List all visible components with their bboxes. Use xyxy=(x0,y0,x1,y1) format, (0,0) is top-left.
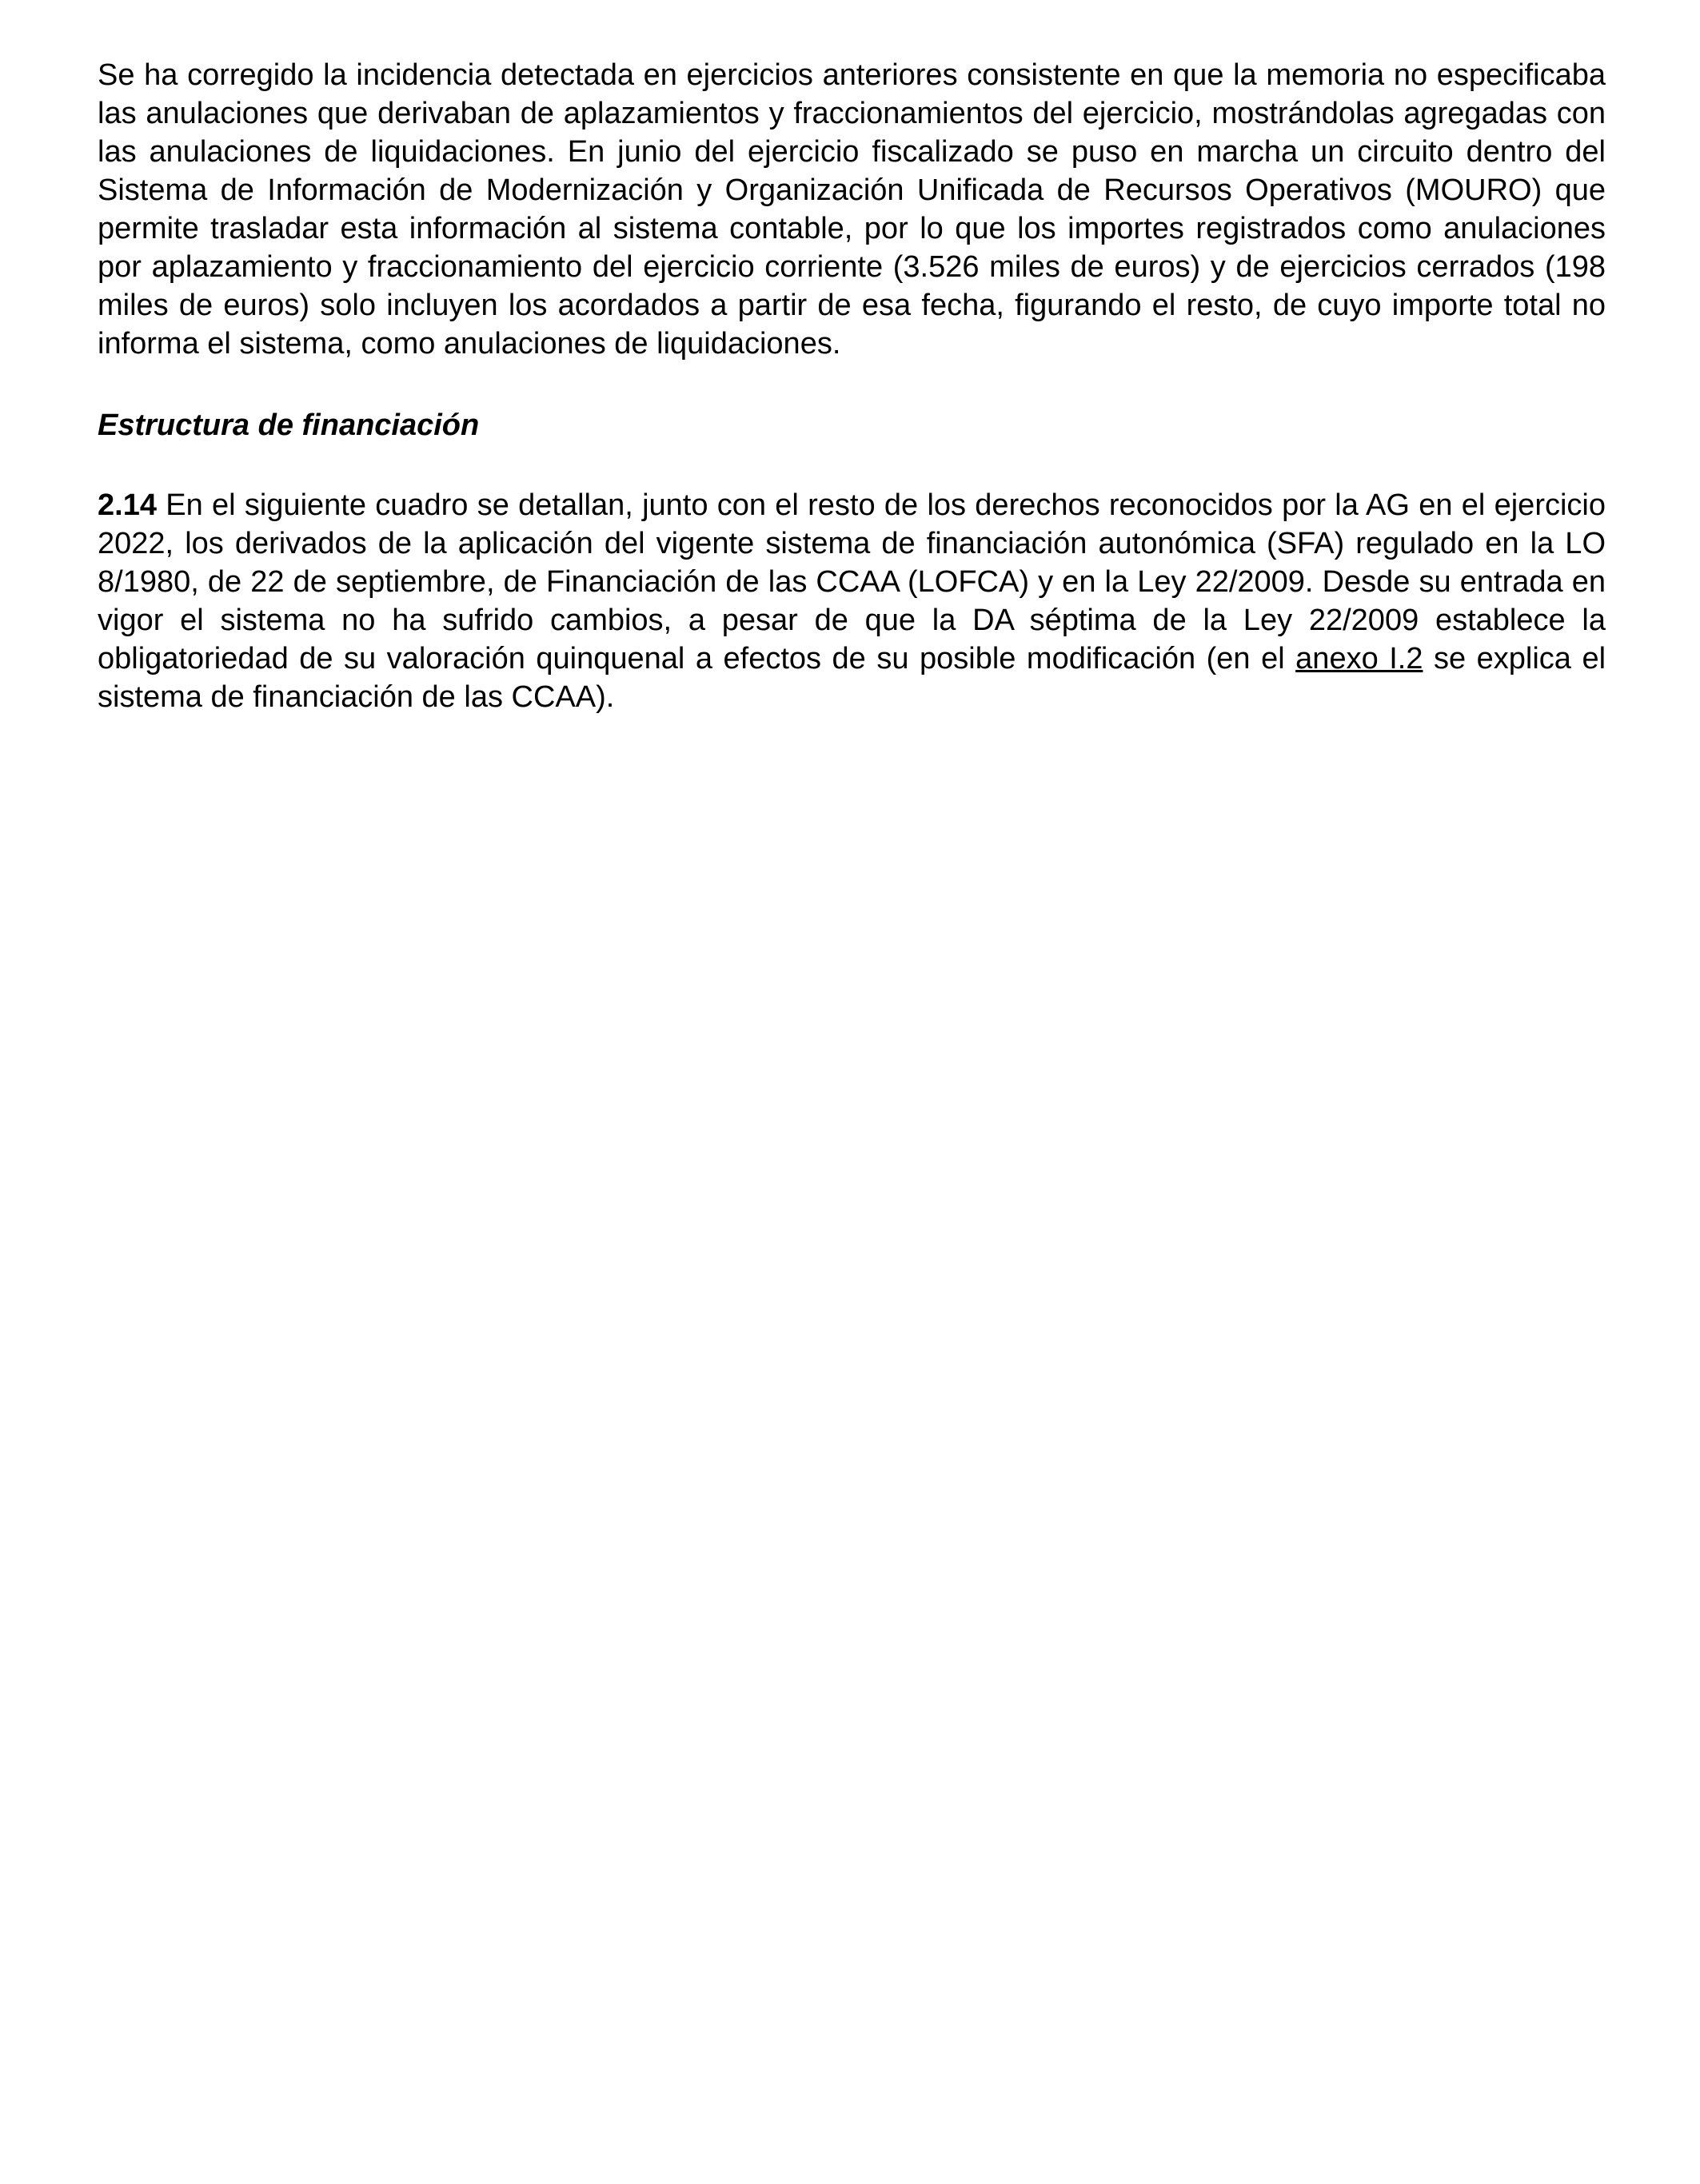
paragraph-text-after-link: se explica el sistema de financiación de las CCAA). xyxy=(98,642,1606,714)
anexo-link[interactable]: anexo I.2 xyxy=(1295,642,1423,676)
paragraph-number: 2.14 xyxy=(98,488,157,522)
paragraph-incidencia-corregida: Se ha corregido la incidencia detectada en ejercicios anteriores consistente en que la memoria no especificaba las anulaciones que derivaban de aplazamientos y fraccionamientos del ejercicio, mostrándolas agregadas con las anulaciones de liquidaciones. En junio del ejercicio fiscalizado se puso en marcha un circuito dentro del Sistema de Información de Modernización y Organización Unificada de Recursos Operativos (MOURO) que permite trasladar esta información al sistema contable, por lo que los importes registrados como anulaciones por aplazamiento y fraccionamiento del ejercicio corriente (3.526 miles de euros) y de ejercicios cerrados (198 miles de euros) solo incluyen los acordados a partir de esa fecha, figurando el resto, de cuyo importe total no informa el sistema, como anulaciones de liquidaciones. xyxy=(98,58,1606,361)
section-heading-estructura-financiacion: Estructura de financiación xyxy=(98,409,480,442)
paragraph-text-before-link: En el siguiente cuadro se detallan, junto con el resto de los derechos reconocidos por la AG en el ejercicio 2022, los derivados de la aplicación del vigente sistema de financiación autonómica (SFA) regulado en la LO 8/1980, de 22 de septiembre, de Financiación de las CCAA (LOFCA) y en la Ley 22/2009. Desde su entrada en vigor el sistema no ha sufrido cambios, a pesar de que la DA séptima de la Ley 22/2009 establece la obligatoriedad de su valoración quinquenal a efectos de su posible modificación (en el xyxy=(98,488,1606,676)
paragraph-2-14 xyxy=(98,486,1606,716)
